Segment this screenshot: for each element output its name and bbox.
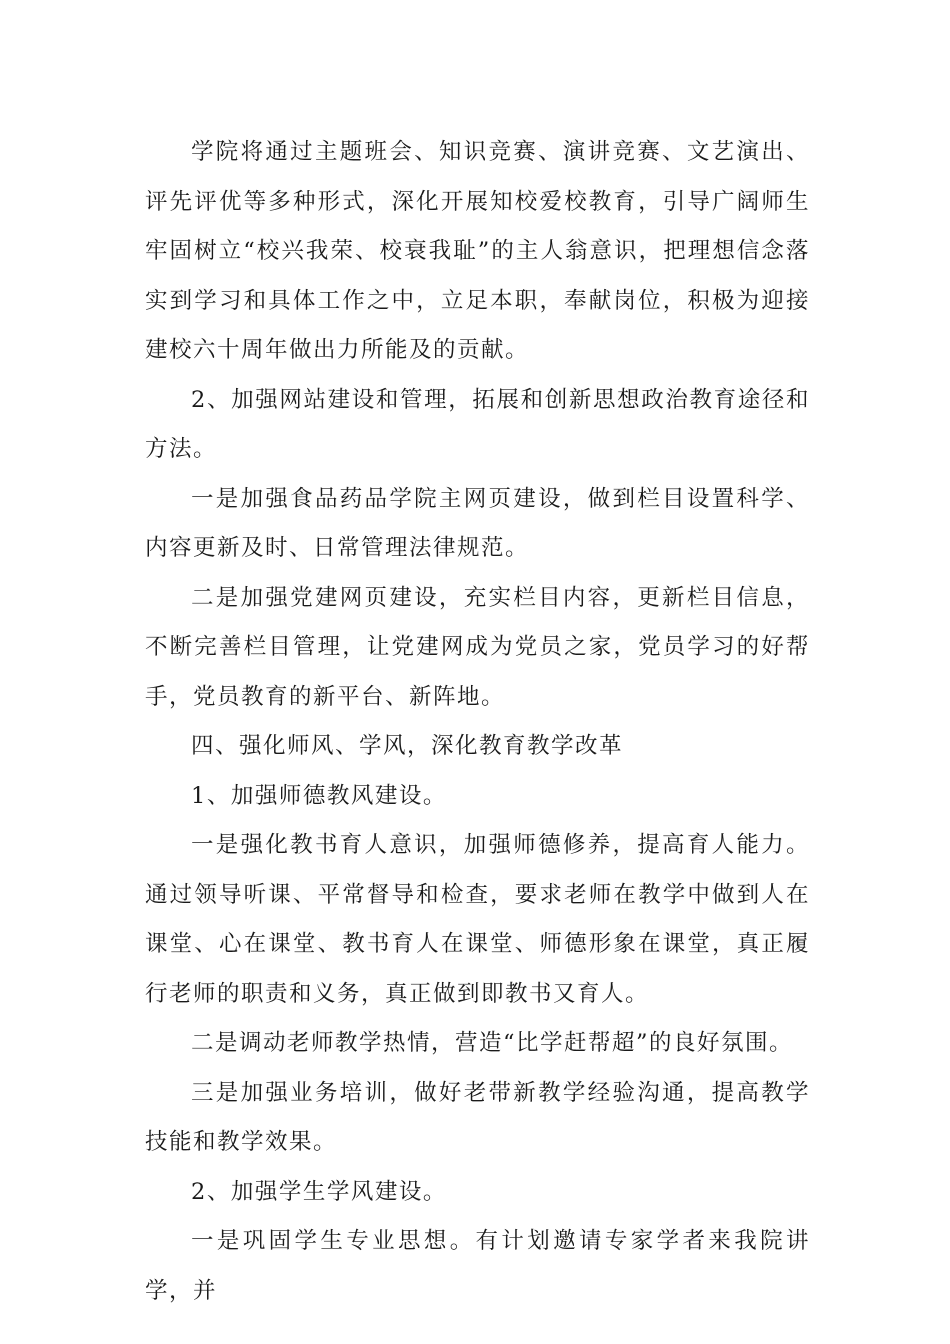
subsection-heading-1: 1、加强师德教风建设。 xyxy=(191,782,447,809)
paragraph-1: 学院将通过主题班会、知识竞赛、演讲竞赛、文艺演出、评先评优等多种形式，深化开展知校爱校教育，引导广阔师生牢固树立“校兴我荣、校衰我耻”的主人翁意识，把理想信念落实到学习和具体工作之中，立足本职，奉献岗位，积极为迎接建校六十周年做出力所能及的贡献。 xyxy=(145,139,810,363)
paragraph-6: 二是调动老师教学热情，营造“比学赶帮超”的良好氛围。 xyxy=(191,1030,794,1056)
paragraph-5: 一是强化教书育人意识，加强师德修养，提高育人能力。通过领导听课、平常督导和检查，要求老师在教学中做到人在课堂、心在课堂、教书育人在课堂、师德形象在课堂，真正履行老师的职责和义务，真正做到即教书又育人。 xyxy=(145,832,810,1007)
paragraph-8: 一是巩固学生专业思想。有计划邀请专家学者来我院讲学，并 xyxy=(145,1228,810,1304)
section-heading: 四、强化师风、学风，深化教育教学改革 xyxy=(191,733,624,759)
paragraph-4: 二是加强党建网页建设，充实栏目内容，更新栏目信息，不断完善栏目管理，让党建网成为党员之家，党员学习的好帮手，党员教育的新平台、新阵地。 xyxy=(145,584,810,710)
paragraph-7: 三是加强业务培训，做好老带新教学经验沟通，提高教学技能和教学效果。 xyxy=(145,1079,810,1155)
document-body xyxy=(145,128,810,1316)
paragraph-3: 一是加强食品药品学院主网页建设，做到栏目设置科学、内容更新及时、日常管理法律规范。 xyxy=(145,485,810,561)
subsection-heading-2: 2、加强学生学风建设。 xyxy=(191,1178,447,1205)
paragraph-2: 2、加强网站建设和管理，拓展和创新思想政治教育途径和方法。 xyxy=(145,386,810,462)
